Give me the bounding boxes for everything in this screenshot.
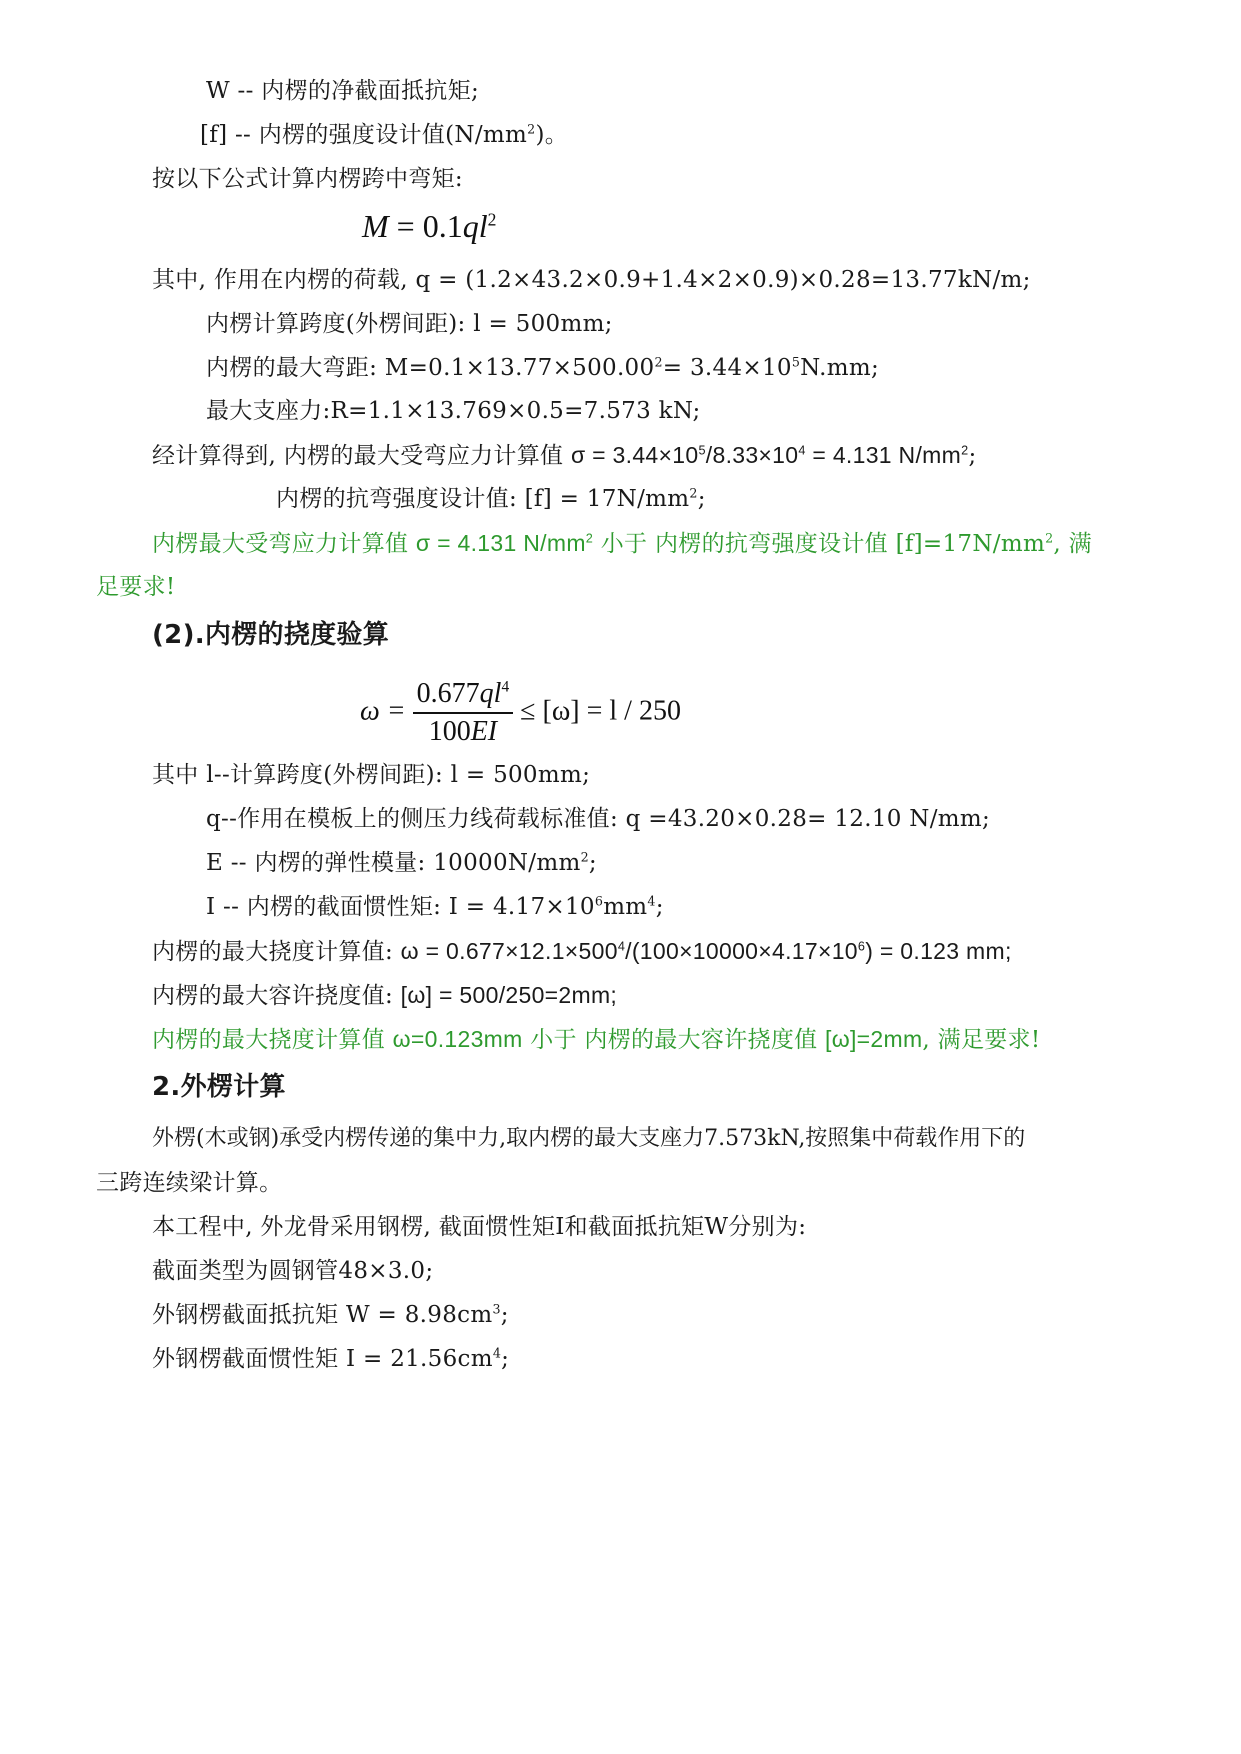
text-line	[152, 440, 977, 471]
text-run: ) = 0.123 mm;	[865, 938, 1012, 964]
text-run: σ = 3.44×10	[570, 442, 699, 468]
text-line	[206, 309, 613, 339]
formula-fraction	[413, 678, 513, 748]
text-line	[152, 1344, 509, 1374]
text-line	[152, 1256, 433, 1286]
text-run: 按以下公式计算内楞跨中弯矩:	[152, 166, 463, 192]
text-line	[206, 353, 879, 383]
text-run: [ω]=2mm	[825, 1026, 923, 1052]
text-run: 截面类型为圆钢管48×3.0;	[152, 1258, 434, 1284]
superscript: 6	[857, 939, 866, 954]
text-run: 小于 内楞的抗弯强度设计值 [f]=17N/mm	[593, 531, 1046, 557]
text-run: 外楞(木或钢)承受内楞传递的集中力,取内楞的最大支座力7.573kN,按照集中荷载作用下的	[152, 1126, 1026, 1151]
text-line	[200, 120, 568, 150]
superscript: 4	[501, 678, 510, 696]
superscript: 2	[487, 209, 497, 230]
text-run: 经计算得到, 内楞的最大受弯应力计算值	[152, 443, 571, 469]
text-line	[152, 760, 590, 790]
text-run: 内楞的最大弯距: M=0.1×13.77×500.00	[206, 355, 655, 381]
text-line: W -- 内楞的净截面抵抗矩;	[206, 78, 480, 104]
heading-text: (2).内楞的挠度验算	[152, 620, 390, 650]
text-run: E -- 内楞的弹性模量: 10000N/mm	[206, 850, 581, 876]
text-run: )。	[535, 122, 569, 148]
text-line	[152, 1212, 806, 1242]
heading-text: 2.外楞计算	[152, 1072, 286, 1102]
text-run: 内楞的最大挠度计算值:	[152, 939, 401, 965]
text-line	[206, 396, 701, 426]
text-run: [f] -- 内楞的强度设计值(N/mm	[200, 122, 528, 148]
text-run: ω=0.123mm	[392, 1026, 523, 1052]
text-run: 小于 内楞的最大容许挠度值	[522, 1027, 826, 1053]
text-run: 内楞的最大挠度计算值	[152, 1027, 393, 1053]
text-line	[152, 265, 1031, 295]
text-run: 其中 l--计算跨度(外楞间距): l = 500mm;	[152, 762, 591, 788]
text-run: /(100×10000×4.17×10	[625, 938, 858, 964]
text-run: ;	[655, 894, 664, 920]
text-run: 本工程中, 外龙骨采用钢楞, 截面惯性矩I和截面抵抗矩W分别为:	[152, 1214, 807, 1240]
text-line	[152, 1300, 509, 1330]
text-run: 最大支座力:R=1.1×13.769×0.5=7.573 kN;	[206, 398, 701, 424]
superscript: 4	[492, 1345, 502, 1361]
superscript: 6	[594, 893, 604, 909]
formula-text: 100	[428, 716, 471, 747]
text-run: 外钢楞截面惯性矩 I = 21.56cm	[152, 1346, 493, 1372]
fraction-denominator	[413, 714, 513, 748]
text-line	[206, 892, 664, 922]
conclusion-line	[152, 528, 1092, 559]
text-run: 外钢楞截面抵抗矩 W = 8.98cm	[152, 1302, 493, 1328]
formula-text: = 0.1	[396, 208, 463, 244]
superscript: 5	[791, 354, 801, 370]
superscript: 4	[647, 893, 656, 909]
text-run: = 3.44×10	[662, 355, 792, 381]
text-line	[276, 484, 706, 514]
section-heading	[152, 620, 389, 650]
text-run: = 4.131 N/mm	[805, 442, 962, 468]
text-line	[152, 1124, 1025, 1154]
text-run: , 满	[1053, 531, 1092, 557]
formula-text: ≤ [ω] = l / 250	[520, 695, 681, 727]
text-line	[206, 804, 990, 834]
formula-symbol: ql	[462, 208, 488, 244]
superscript: 5	[698, 443, 706, 458]
text-line	[152, 164, 463, 194]
superscript: 2	[1045, 530, 1054, 546]
text-run: σ = 4.131 N/mm	[415, 530, 586, 556]
formula-symbol: ω =	[360, 695, 406, 727]
text-run: 足要求!	[96, 574, 176, 600]
text-line	[152, 936, 1012, 967]
formula-symbol: M	[362, 208, 389, 244]
text-run: 内楞的最大容许挠度值:	[152, 983, 401, 1009]
conclusion-line	[152, 1024, 1040, 1055]
text-line	[206, 76, 479, 106]
text-run: 三跨连续梁计算。	[96, 1170, 283, 1196]
superscript: 2	[689, 485, 698, 501]
text-run: 内楞计算跨度(外楞间距): l = 500mm;	[206, 311, 613, 337]
text-run: /8.33×10	[705, 442, 799, 468]
section-heading	[152, 1072, 286, 1102]
formula-text: 0.677	[416, 678, 480, 709]
text-run: q--作用在模板上的侧压力线荷载标准值: q =43.20×0.28= 12.10 N/mm;	[206, 806, 991, 832]
text-line	[206, 848, 597, 878]
text-run: ;	[501, 1346, 510, 1372]
text-run: [ω] = 500/250=2mm;	[400, 982, 618, 1008]
text-run: 内楞最大受弯应力计算值	[152, 531, 416, 557]
superscript: 3	[492, 1301, 501, 1317]
text-run: I -- 内楞的截面惯性矩: I = 4.17×10	[206, 894, 595, 920]
text-run: , 满足要求!	[922, 1027, 1041, 1053]
text-line	[152, 980, 617, 1011]
text-run: ;	[588, 850, 597, 876]
text-run: 内楞的抗弯强度设计值: [f] = 17N/mm	[276, 486, 690, 512]
moment-formula	[362, 208, 496, 245]
text-run: ;	[968, 443, 977, 469]
superscript: 2	[585, 531, 594, 546]
text-run: 其中, 作用在内楞的荷载, q = (1.2×43.2×0.9+1.4×2×0.9)×0.28=13.77kN/m;	[152, 267, 1031, 293]
formula-symbol: EI	[470, 716, 498, 747]
fraction-numerator	[413, 678, 513, 714]
text-line	[96, 1168, 282, 1198]
superscript: 2	[654, 354, 663, 370]
formula-symbol: ql	[479, 678, 502, 709]
text-run: N.mm;	[800, 355, 880, 381]
text-run: mm	[603, 894, 648, 920]
text-run: ;	[697, 486, 706, 512]
conclusion-line	[96, 572, 175, 602]
deflection-formula	[360, 678, 681, 748]
superscript: 4	[798, 443, 806, 458]
superscript: 2	[961, 443, 969, 458]
text-run: ;	[500, 1302, 509, 1328]
superscript: 2	[527, 121, 536, 137]
superscript: 2	[580, 849, 589, 865]
text-run: ω = 0.677×12.1×500	[400, 938, 618, 964]
superscript: 4	[617, 939, 626, 954]
